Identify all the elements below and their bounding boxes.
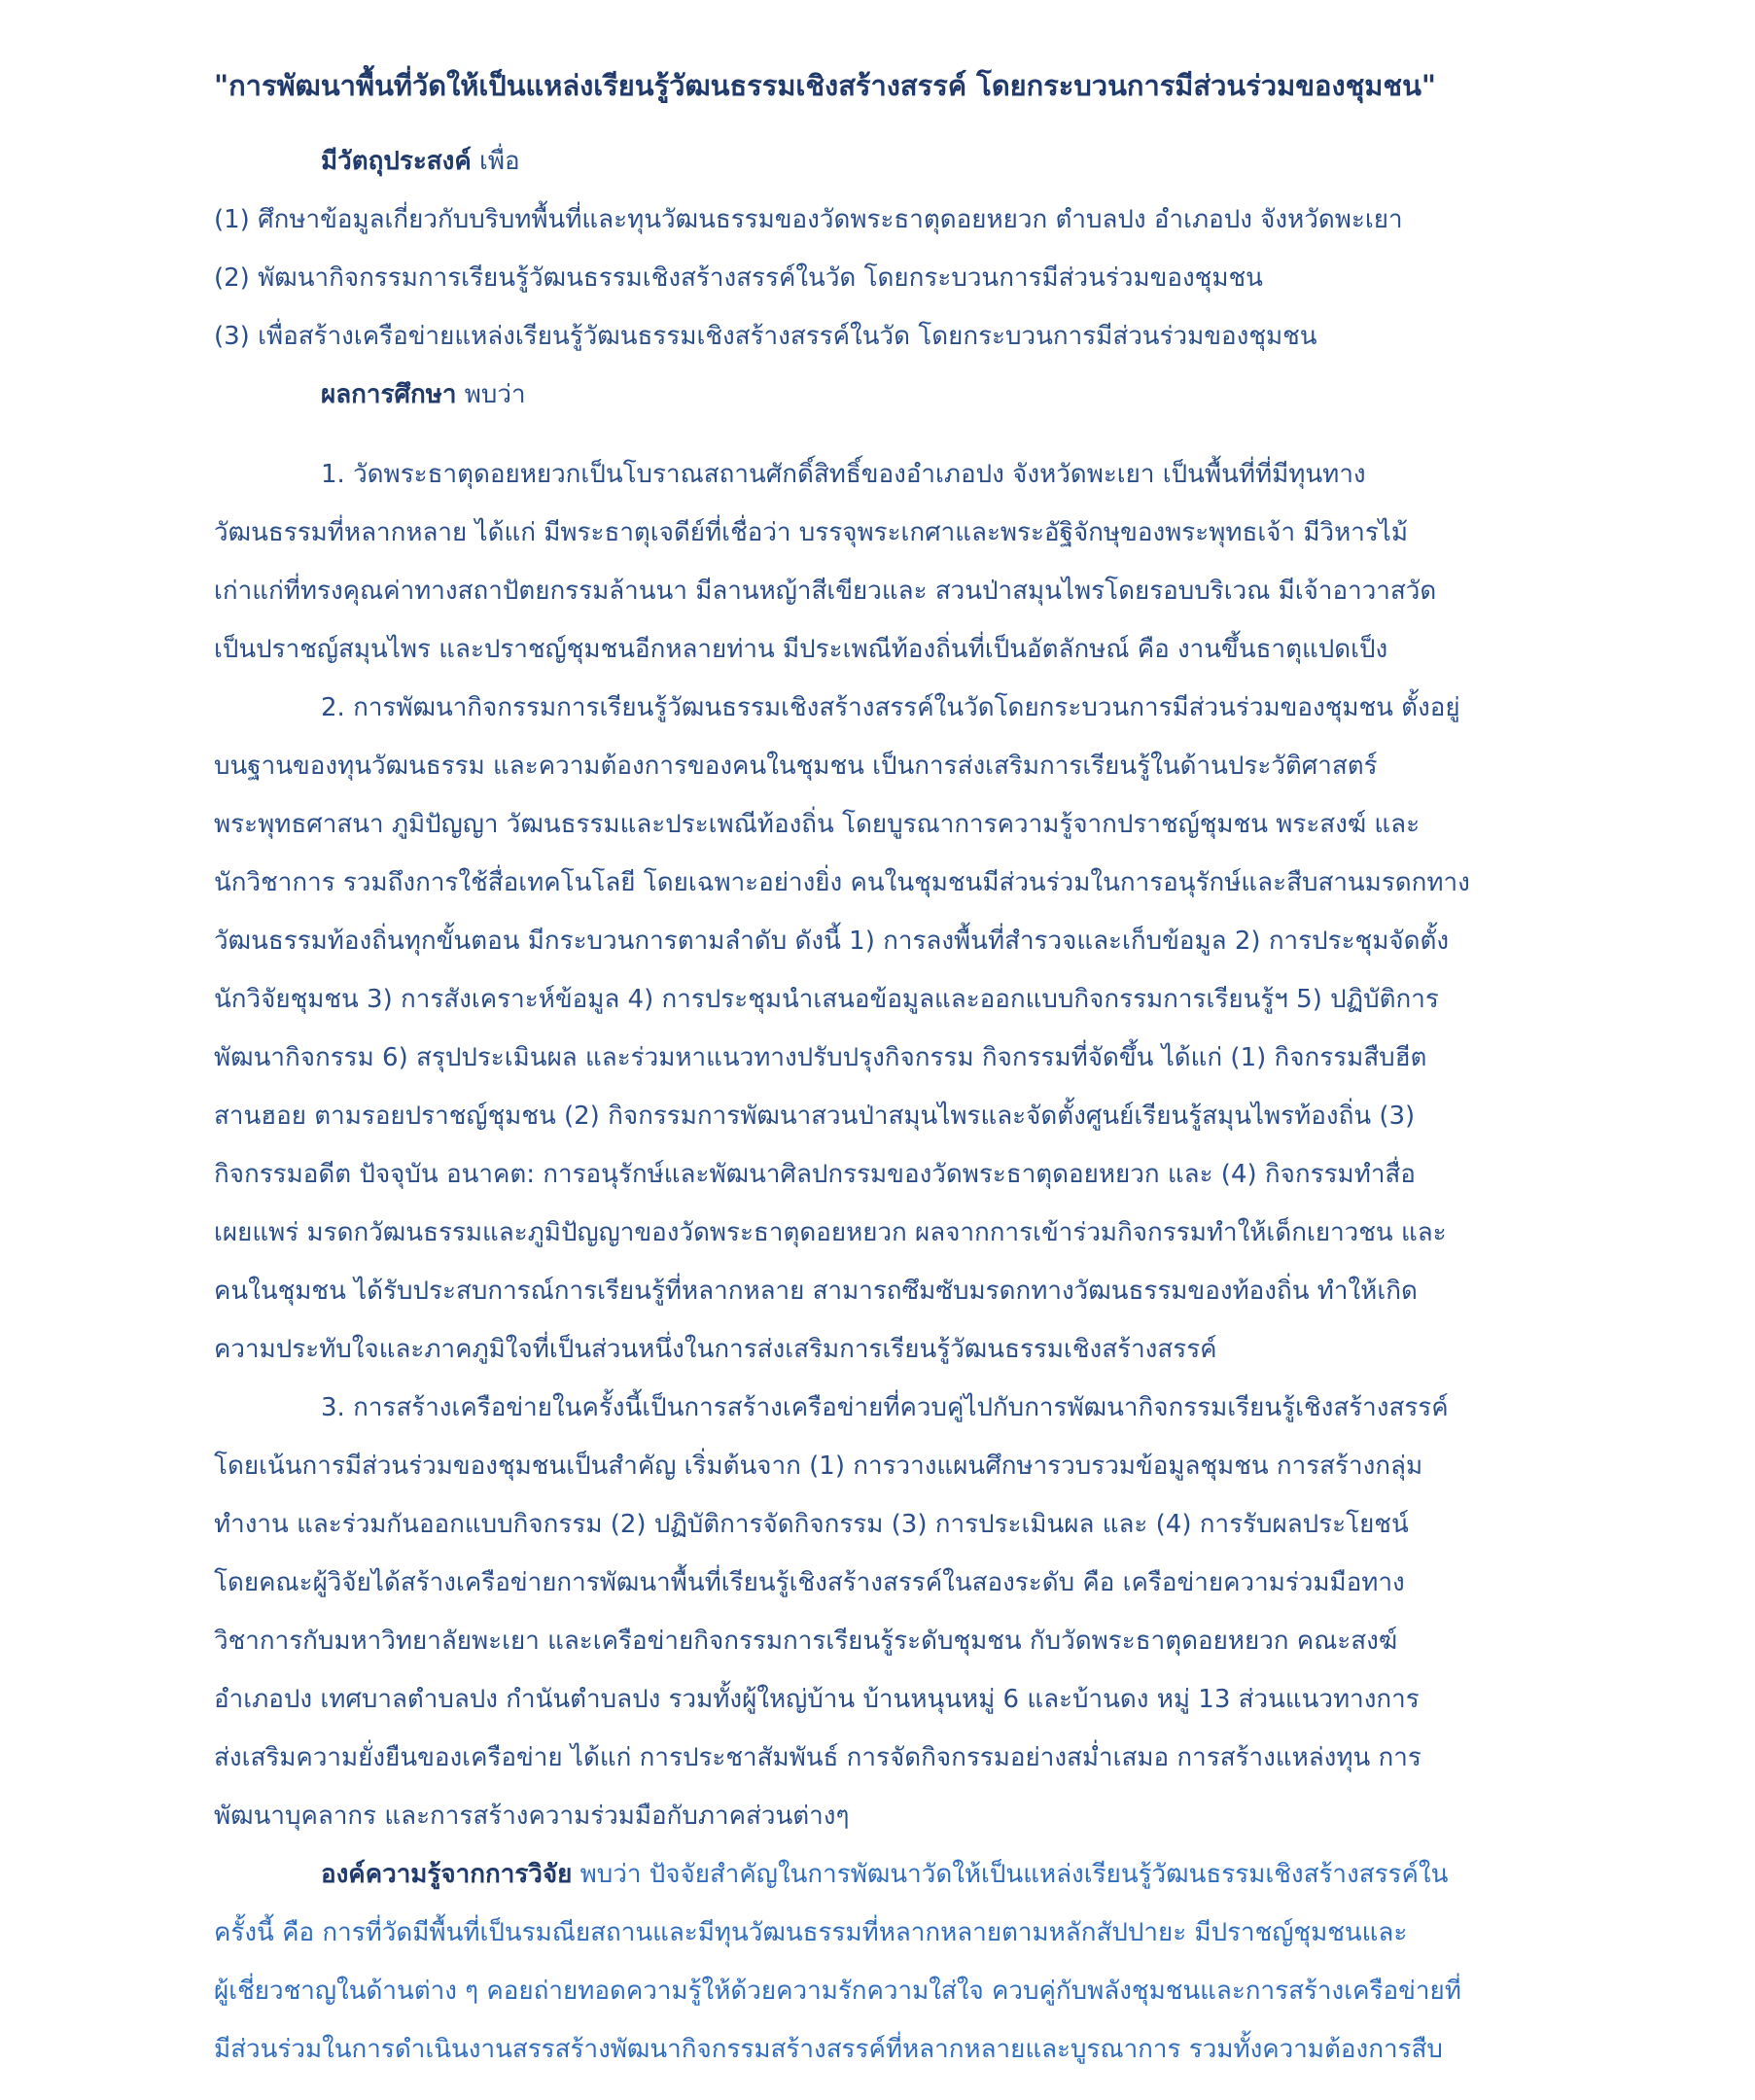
result-paragraph-2-line: บนฐานของทุนวัฒนธรรม และความต้องการของคนในชุมชน เป็นการส่งเสริมการเรียนรู้ในด้านประวัติศาสตร์ [214, 752, 1378, 781]
knowledge-heading-line [214, 1845, 1558, 1904]
result-paragraph-3-line: อำเภอปง เทศบาลตำบลปง กำนันตำบลปง รวมทั้งผู้ใหญ่บ้าน บ้านหนุนหมู่ 6 และบ้านดง หมู่ 13 ส่วนแนวทางการ [214, 1685, 1420, 1714]
result-paragraph-2-line: พัฒนากิจกรรม 6) สรุปประเมินผล และร่วมหาแนวทางปรับปรุงกิจกรรม กิจกรรมที่จัดขึ้น ได้แก่ (1) กิจกรรมสืบฮีต [214, 1043, 1427, 1072]
result-paragraph-3-line: โดยเน้นการมีส่วนร่วมของชุมชนเป็นสำคัญ เริ่มต้นจาก (1) การวางแผนศึกษารวบรวมข้อมูลชุมชน การสร้างกลุ่ม [214, 1452, 1423, 1481]
result-paragraph-2-line: วัฒนธรรมท้องถิ่นทุกขั้นตอน มีกระบวนการตามลำดับ ดังนี้ 1) การลงพื้นที่สำรวจและเก็บข้อมูล 2) การประชุมจัดตั้ง [214, 927, 1450, 956]
result-paragraph-2-line: คนในชุมชน ได้รับประสบการณ์การเรียนรู้ที่หลากหลาย สามารถซึมซับมรดกทางวัฒนธรรมของท้องถิ่น ทำให้เกิด [214, 1277, 1418, 1306]
result-paragraph-3-line: ส่งเสริมความยั่งยืนของเครือข่าย ได้แก่ การประชาสัมพันธ์ การจัดกิจกรรมอย่างสม่ำเสมอ การสร้างแหล่งทุน การ [214, 1743, 1422, 1772]
results-heading-line [214, 366, 1558, 424]
document-page [214, 39, 1558, 2079]
result-paragraph-3-line: ทำงาน และร่วมกันออกแบบกิจกรรม (2) ปฏิบัติการจัดกิจกรรม (3) การประเมินผล และ (4) การรับผลประโยชน์ [214, 1510, 1409, 1539]
result-paragraph-1-line: วัฒนธรรมที่หลากหลาย ได้แก่ มีพระธาตุเจดีย์ที่เชื่อว่า บรรจุพระเกศาและพระอัฐิจักษุของพระพุทธเจ้า มีวิหารไม้ [214, 518, 1409, 547]
objective-item-3: (3) เพื่อสร้างเครือข่ายแหล่งเรียนรู้วัฒนธรรมเชิงสร้างสรรค์ในวัด โดยกระบวนการมีส่วนร่วมของชุมชน [214, 322, 1317, 351]
result-paragraph-2-line: เผยแพร่ มรดกวัฒนธรรมและภูมิปัญญาของวัดพระธาตุดอยหยวก ผลจากการเข้าร่วมกิจกรรมทำให้เด็กเยาวชน และ [214, 1218, 1447, 1247]
objective-item-2: (2) พัฒนากิจกรรมการเรียนรู้วัฒนธรรมเชิงสร้างสรรค์ในวัด โดยกระบวนการมีส่วนร่วมของชุมชน [214, 263, 1263, 293]
knowledge-line: ครั้งนี้ คือ การที่วัดมีพื้นที่เป็นรมณียสถานและมีทุนวัฒนธรรมที่หลากหลายตามหลักสัปปายะ มีปราชญ์ชุมชนและ [214, 1918, 1408, 1947]
result-paragraph-2-line: นักวิจัยชุมชน 3) การสังเคราะห์ข้อมูล 4) การประชุมนำเสนอข้อมูลและออกแบบกิจกรรมการเรียนรู้ฯ 5) ปฏิบัติการ [214, 985, 1439, 1014]
results-heading: ผลการศึกษา [321, 380, 457, 409]
knowledge-line: ผู้เชี่ยวชาญในด้านต่าง ๆ คอยถ่ายทอดความรู้ให้ด้วยความรักความใส่ใจ ควบคู่กับพลังชุมชนและการสร้างเครือข่ายที่ [214, 1977, 1461, 2006]
objectives-heading-line [214, 132, 1558, 191]
result-paragraph-2-line: กิจกรรมอดีต ปัจจุบัน อนาคต: การอนุรักษ์และพัฒนาศิลปกรรมของวัดพระธาตุดอยหยวก และ (4) กิจกรรมทำสื่อ [214, 1160, 1416, 1189]
document-title: "การพัฒนาพื้นที่วัดให้เป็นแหล่งเรียนรู้วัฒนธรรมเชิงสร้างสรรค์ โดยกระบวนการมีส่วนร่วมของชุมชน" [214, 69, 1437, 102]
result-paragraph-1-line: เป็นปราชญ์สมุนไพร และปราชญ์ชุมชนอีกหลายท่าน มีประเพณีท้องถิ่นที่เป็นอัตลักษณ์ คือ งานขึ้นธาตุแปดเป็ง [214, 635, 1388, 664]
objectives-heading-suffix: เพื่อ [471, 147, 520, 176]
result-paragraph-2-line: พระพุทธศาสนา ภูมิปัญญา วัฒนธรรมและประเพณีท้องถิ่น โดยบูรณาการความรู้จากปราชญ์ชุมชน พระสงฆ์ และ [214, 810, 1421, 839]
results-heading-suffix: พบว่า [456, 380, 526, 409]
objectives-heading: มีวัตถุประสงค์ [321, 147, 472, 176]
result-paragraph-3-line: 3. การสร้างเครือข่ายในครั้งนี้เป็นการสร้างเครือข่ายที่ควบคู่ไปกับการพัฒนากิจกรรมเรียนรู้เชิงสร้างสรรค์ [321, 1393, 1449, 1422]
result-paragraph-1-line: เก่าแก่ที่ทรงคุณค่าทางสถาปัตยกรรมล้านนา มีลานหญ้าสีเขียวและ สวนป่าสมุนไพรโดยรอบบริเวณ มีเจ้าอาวาสวัด [214, 577, 1437, 606]
knowledge-line: พบว่า ปัจจัยสำคัญในการพัฒนาวัดให้เป็นแหล่งเรียนรู้วัฒนธรรมเชิงสร้างสรรค์ใน [572, 1860, 1449, 1889]
objective-item-1: (1) ศึกษาข้อมูลเกี่ยวกับบริบทพื้นที่และทุนวัฒนธรรมของวัดพระธาตุดอยหยวก ตำบลปง อำเภอปง จังหวัดพะเยา [214, 205, 1403, 234]
result-paragraph-3-line: วิชาการกับมหาวิทยาลัยพะเยา และเครือข่ายกิจกรรมการเรียนรู้ระดับชุมชน กับวัดพระธาตุดอยหยวก คณะสงฆ์ [214, 1627, 1398, 1656]
result-paragraph-3-line: โดยคณะผู้วิจัยได้สร้างเครือข่ายการพัฒนาพื้นที่เรียนรู้เชิงสร้างสรรค์ในสองระดับ คือ เครือข่ายความร่วมมือทาง [214, 1568, 1405, 1597]
result-paragraph-2-line: สานฮอย ตามรอยปราชญ์ชุมชน (2) กิจกรรมการพัฒนาสวนป่าสมุนไพรและจัดตั้งศูนย์เรียนรู้สมุนไพรท้องถิ่น (3) [214, 1102, 1416, 1131]
result-paragraph-1-line: 1. วัดพระธาตุดอยหยวกเป็นโบราณสถานศักดิ์สิทธิ์ของอำเภอปง จังหวัดพะเยา เป็นพื้นที่ที่มีทุนทาง [321, 460, 1366, 489]
result-paragraph-2-line: 2. การพัฒนากิจกรรมการเรียนรู้วัฒนธรรมเชิงสร้างสรรค์ในวัดโดยกระบวนการมีส่วนร่วมของชุมชน ตั้งอยู่ [321, 693, 1460, 722]
spacer [214, 424, 1558, 445]
knowledge-heading: องค์ความรู้จากการวิจัย [321, 1860, 573, 1889]
result-paragraph-3-line: พัฒนาบุคลากร และการสร้างความร่วมมือกับภาคส่วนต่างๆ [214, 1802, 850, 1831]
knowledge-line: มีส่วนร่วมในการดำเนินงานสรรสร้างพัฒนากิจกรรมสร้างสรรค์ที่หลากหลายและบูรณาการ รวมทั้งความต้องการสืบ [214, 2035, 1443, 2064]
result-paragraph-2-line: นักวิชาการ รวมถึงการใช้สื่อเทคโนโลยี โดยเฉพาะอย่างยิ่ง คนในชุมชนมีส่วนร่วมในการอนุรักษ์และสืบสานมรดกทาง [214, 868, 1470, 897]
result-paragraph-2-line: ความประทับใจและภาคภูมิใจที่เป็นส่วนหนึ่งในการส่งเสริมการเรียนรู้วัฒนธรรมเชิงสร้างสรรค์ [214, 1335, 1217, 1364]
